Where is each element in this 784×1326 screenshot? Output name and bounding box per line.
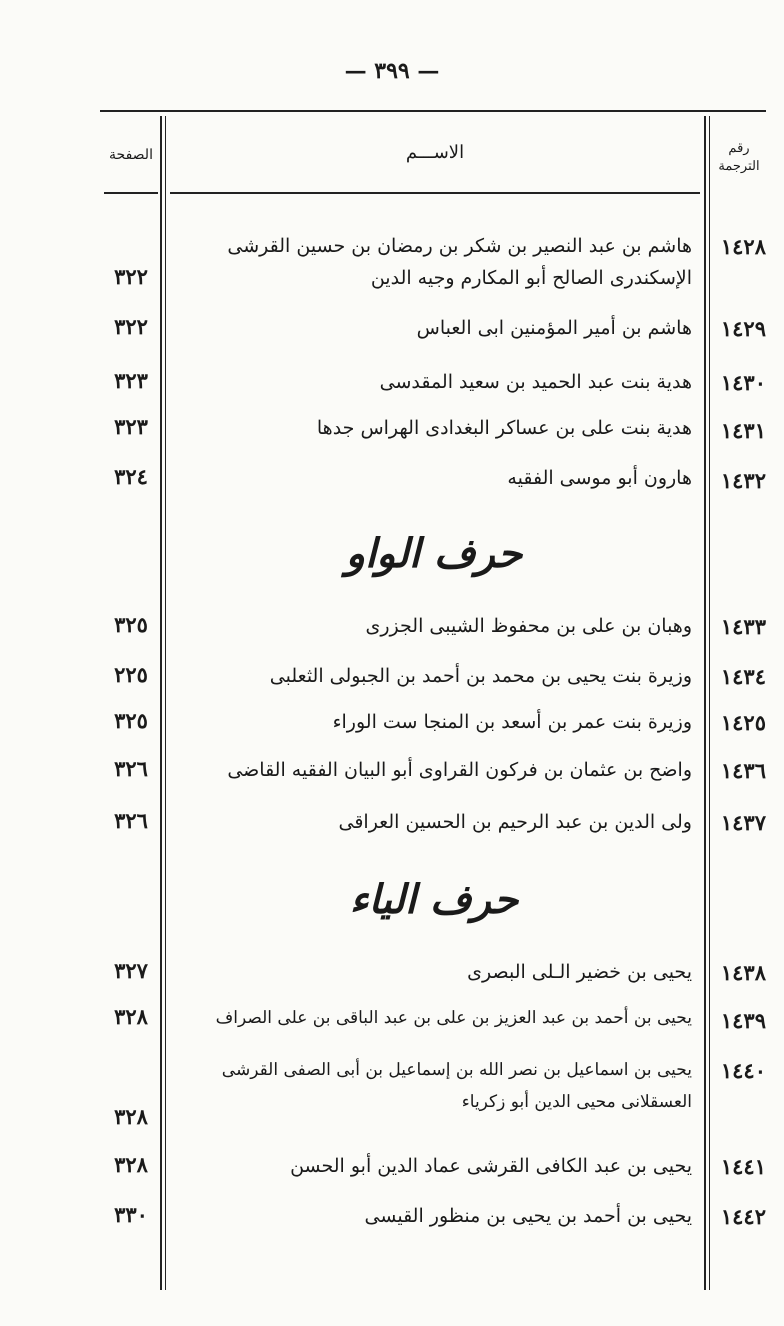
page-number: — ٣٩٩ — — [344, 58, 440, 84]
entry-name: يحيى بن أحمد بن عبد العزيز بن على بن عبد الباقى بن على الصراف — [215, 1008, 692, 1028]
entry-name: هدية بنت على بن عساكر البغدادى الهراس جدها — [316, 417, 692, 439]
header-rule-page — [104, 192, 158, 194]
entry-page: ٣٢٢ — [114, 264, 148, 289]
entry-page: ٣٢٧ — [114, 958, 148, 983]
section-heading-ya: حرف الياء — [349, 876, 519, 923]
entry-number: ١٤٣٩ — [720, 1008, 766, 1033]
entry-name: يحيى بن عبد الكافى القرشى عماد الدين أبو الحسن — [290, 1155, 692, 1177]
entry-number: ١٤٣٦ — [720, 758, 766, 783]
entry-page: ٣٢٣ — [114, 414, 148, 439]
entry-number: ١٤٣١ — [720, 418, 766, 443]
entry-page: ٢٢٥ — [114, 662, 148, 687]
entry-page: ٣٢٨ — [114, 1152, 148, 1177]
entry-page: ٣٣٠ — [114, 1202, 148, 1227]
entry-name: هارون أبو موسى الفقيه — [507, 467, 692, 489]
entry-number: ١٤٣٢ — [720, 468, 766, 493]
entry-number: ١٤٣٧ — [720, 810, 766, 835]
index-table — [100, 110, 766, 1290]
entry-name: واضح بن عثمان بن فركون القراوى أبو البيان الفقيه القاضى — [227, 759, 692, 781]
entry-name: وهبان بن على بن محفوظ الشيبى الجزرى — [365, 615, 692, 637]
entry-number: ١٤٢٥ — [720, 710, 766, 735]
entry-page: ٣٢٨ — [114, 1104, 148, 1129]
entry-number: ١٤٣٨ — [720, 960, 766, 985]
entry-name: هاشم بن أمير المؤمنين ابى العباس — [416, 317, 692, 339]
section-heading-waw: حرف الواو — [345, 530, 523, 577]
entry-page: ٣٢٨ — [114, 1004, 148, 1029]
header-rule-name — [170, 192, 700, 194]
entry-page: ٣٢٥ — [114, 708, 148, 733]
entry-name: يحيى بن خضير الـلى البصرى — [467, 961, 692, 983]
entry-number: ١٤٢٩ — [720, 316, 766, 341]
entry-page: ٣٢٤ — [114, 464, 148, 489]
entry-number: ١٤٤٢ — [720, 1204, 766, 1229]
column-divider-left — [160, 116, 162, 1290]
column-divider-right — [704, 116, 706, 1290]
entry-name: يحيى بن اسماعيل بن نصر الله بن إسماعيل بن أبى الصفى القرشى العسقلانى محيى الدين أبو زكرياء — [221, 1060, 692, 1112]
entry-number: ١٤٤١ — [720, 1154, 766, 1179]
entry-number: ١٤٣٠ — [720, 370, 766, 395]
column-divider-left-inner — [165, 116, 166, 1290]
entry-name: هدية بنت عبد الحميد بن سعيد المقدسى — [379, 371, 692, 393]
header-number-column: رقم الترجمة — [718, 141, 760, 174]
entry-name: وزيرة بنت عمر بن أسعد بن المنجا ست الوراء — [332, 711, 692, 733]
header-page-column: الصفحة — [109, 147, 153, 163]
entry-page: ٣٢٢ — [114, 314, 148, 339]
entry-name: وزيرة بنت يحيى بن محمد بن أحمد بن الجبولى الثعلبى — [269, 665, 692, 687]
table-top-rule — [100, 110, 766, 112]
entry-number: ١٤٢٨ — [720, 234, 766, 259]
entry-name: هاشم بن عبد النصير بن شكر بن رمضان بن حسين القرشى الإسكندرى الصالح أبو المكارم وجيه الدين — [227, 235, 692, 289]
entry-page: ٣٢٦ — [114, 756, 148, 781]
entry-page: ٣٢٦ — [114, 808, 148, 833]
entry-name: يحيى بن أحمد بن يحيى بن منظور القيسى — [364, 1205, 692, 1227]
entry-name: ولى الدين بن عبد الرحيم بن الحسين العراقى — [338, 811, 692, 833]
entry-page: ٣٢٣ — [114, 368, 148, 393]
column-divider-right-inner — [709, 116, 710, 1290]
entry-number: ١٤٣٤ — [720, 664, 766, 689]
entry-number: ١٤٣٣ — [720, 614, 766, 639]
entry-page: ٣٢٥ — [114, 612, 148, 637]
entry-number: ١٤٤٠ — [720, 1058, 766, 1083]
header-name-column: الاســـم — [405, 142, 465, 163]
